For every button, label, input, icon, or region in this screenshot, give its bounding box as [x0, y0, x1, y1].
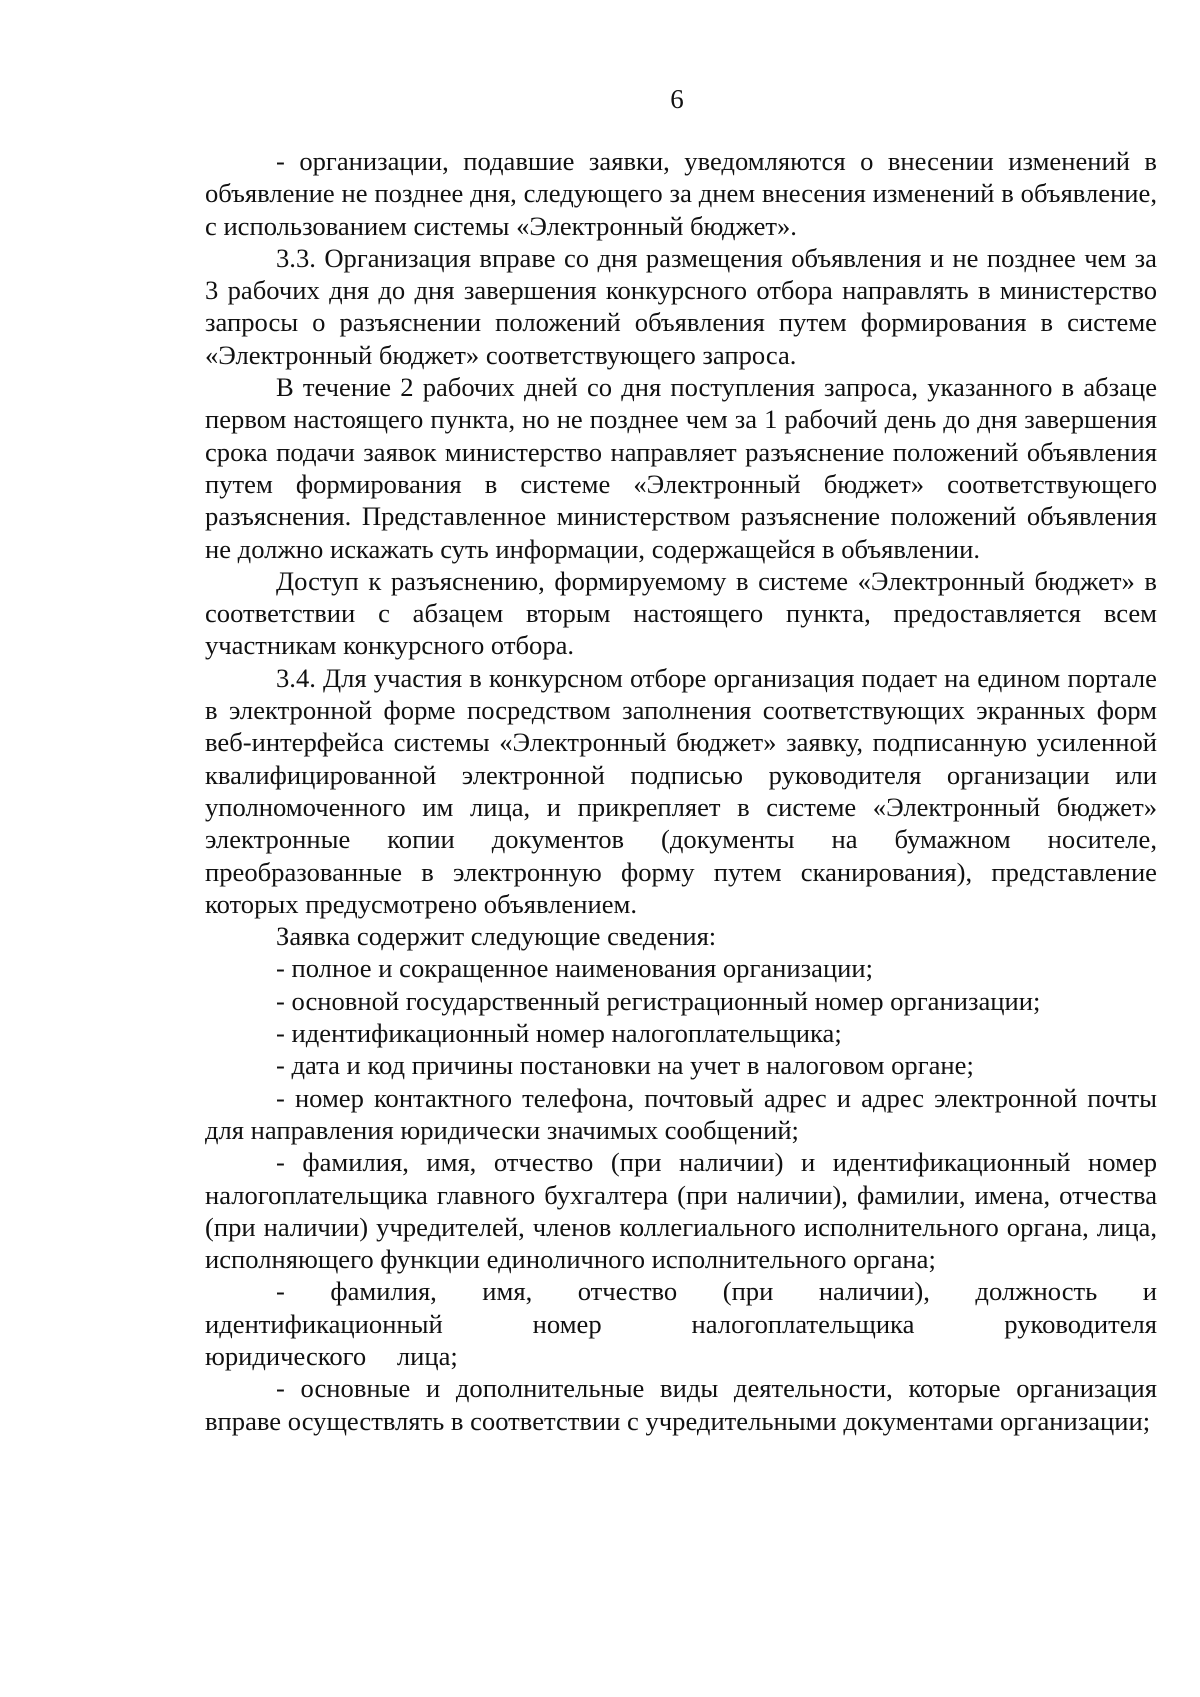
paragraph-notification: - организации, подавшие заявки, уведомляются о внесении изменений в объявление не позднее дня, следующего за днем внесения изменений в объявление, с использованием системы «Электронный бюджет».	[205, 146, 1157, 241]
list-item: - фамилия, имя, отчество (при наличии), должность и идентификационный номер налогоплательщика руководителя юридического лица;	[205, 1276, 1157, 1371]
list-item: - номер контактного телефона, почтовый адрес и адрес электронной почты для направления юридически значимых сообщений;	[205, 1082, 1157, 1145]
list-item: - идентификационный номер налогоплательщика;	[276, 1018, 842, 1049]
list-item: - основные и дополнительные виды деятельности, которые организация вправе осуществлять в соответствии с учредительными документами организации;	[205, 1373, 1157, 1436]
list-item: - полное и сокращенное наименования организации;	[276, 953, 874, 984]
list-item: - фамилия, имя, отчество (при наличии) и идентификационный номер налогоплательщика главного бухгалтера (при наличии), фамилии, имена, отчества (при наличии) учредителей, членов коллегиального исполнительного органа, лица, исполняющего функции единоличного исполнительного органа;	[205, 1147, 1157, 1275]
paragraph-3-3: 3.3. Организация вправе со дня размещения объявления и не позднее чем за 3 рабочих дня до дня завершения конкурсного отбора направлять в министерство запросы о разъяснении положений объявления путем формирования в системе «Электронный бюджет» соответствующего запроса.	[205, 242, 1157, 370]
paragraph-3-4: 3.4. Для участия в конкурсном отборе организация подает на едином портале в электронной форме посредством заполнения соответствующих экранных форм веб-интерфейса системы «Электронный бюджет» заявку, подписанную усиленной квалифицированной электронной подписью руководителя организации или уполномоченного им лица, и прикрепляет в системе «Электронный бюджет» электронные копии документов (документы на бумажном носителе, преобразованные в электронную форму путем сканирования), представление которых предусмотрено объявлением.	[205, 662, 1157, 919]
list-item: - основной государственный регистрационный номер организации;	[276, 985, 1041, 1016]
paragraph-clarification-term: В течение 2 рабочих дней со дня поступления запроса, указанного в абзаце первом настоящего пункта, но не позднее чем за 1 рабочий день до дня завершения срока подачи заявок министерство направляет разъяснение положений объявления путем формирования в системе «Электронный бюджет» соответствующего разъяснения. Представленное министерством разъяснение положений объявления не должно искажать суть информации, содержащейся в объявлении.	[205, 372, 1157, 564]
document-body	[205, 145, 1157, 1437]
page-number: 6	[670, 84, 684, 114]
list-item: - дата и код причины постановки на учет в налоговом органе;	[276, 1050, 974, 1081]
paragraph-clarification-access: Доступ к разъяснению, формируемому в системе «Электронный бюджет» в соответствии с абзацем вторым настоящего пункта, предоставляется всем участникам конкурсного отбора.	[205, 565, 1157, 661]
paragraph-application-contents: Заявка содержит следующие сведения:	[276, 921, 717, 952]
